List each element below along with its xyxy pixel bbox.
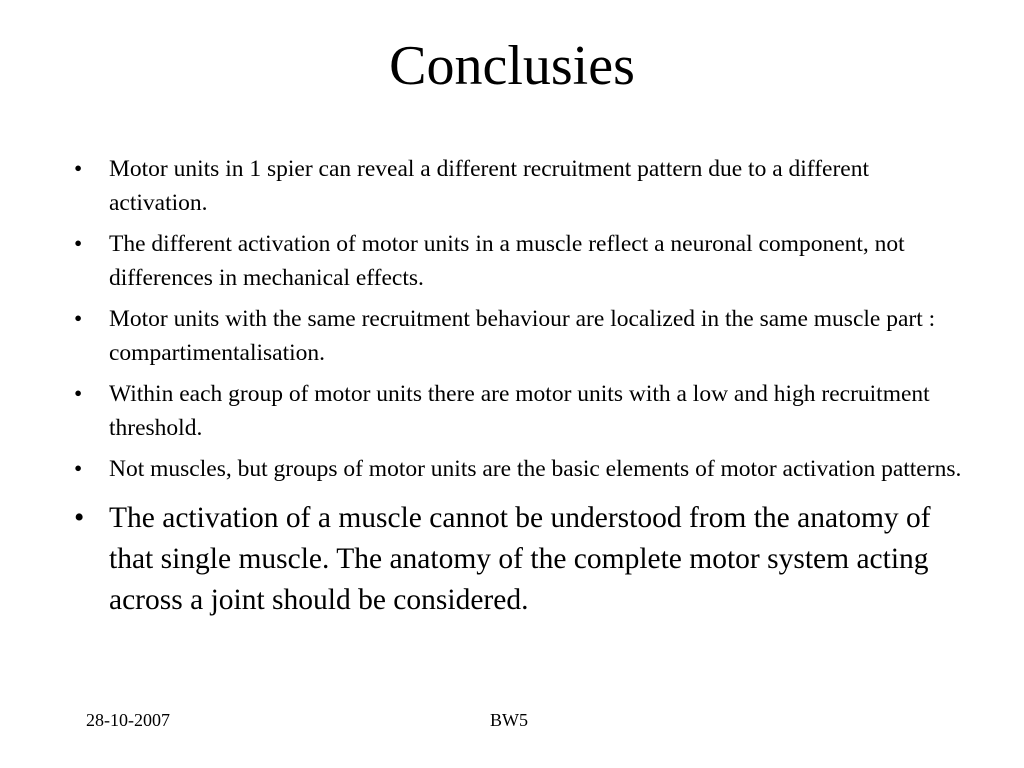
bullet-dot-icon: •: [74, 156, 83, 182]
bullet-dot-icon: •: [74, 231, 83, 257]
bullet-item: [74, 452, 964, 486]
bullet-dot-icon: •: [74, 502, 85, 534]
bullet-item: [74, 302, 964, 370]
bullet-text: The activation of a muscle cannot be understood from the anatomy of that single muscle. The anatomy of the complete motor system acting across a joint should be considered.: [109, 502, 931, 616]
bullet-list: [74, 152, 964, 628]
bullet-item-emphasis: [74, 498, 964, 621]
bullet-dot-icon: •: [74, 456, 83, 482]
slide-title: Conclusies: [389, 35, 635, 97]
bullet-dot-icon: •: [74, 306, 83, 332]
bullet-dot-icon: •: [74, 381, 83, 407]
bullet-text: Not muscles, but groups of motor units are the basic elements of motor activation patterns.: [109, 456, 962, 482]
bullet-item: [74, 377, 964, 445]
bullet-item: [74, 227, 964, 295]
footer-label: BW5: [490, 710, 528, 730]
bullet-text: Within each group of motor units there are motor units with a low and high recruitment threshold.: [109, 381, 930, 441]
bullet-item: [74, 152, 964, 220]
bullet-text: Motor units in 1 spier can reveal a different recruitment pattern due to a different activation.: [109, 156, 869, 216]
bullet-text: Motor units with the same recruitment behaviour are localized in the same muscle part : compartimentalisation.: [109, 306, 936, 366]
bullet-text: The different activation of motor units in a muscle reflect a neuronal component, not differences in mechanical effects.: [109, 231, 905, 291]
footer-date: 28-10-2007: [86, 710, 170, 730]
